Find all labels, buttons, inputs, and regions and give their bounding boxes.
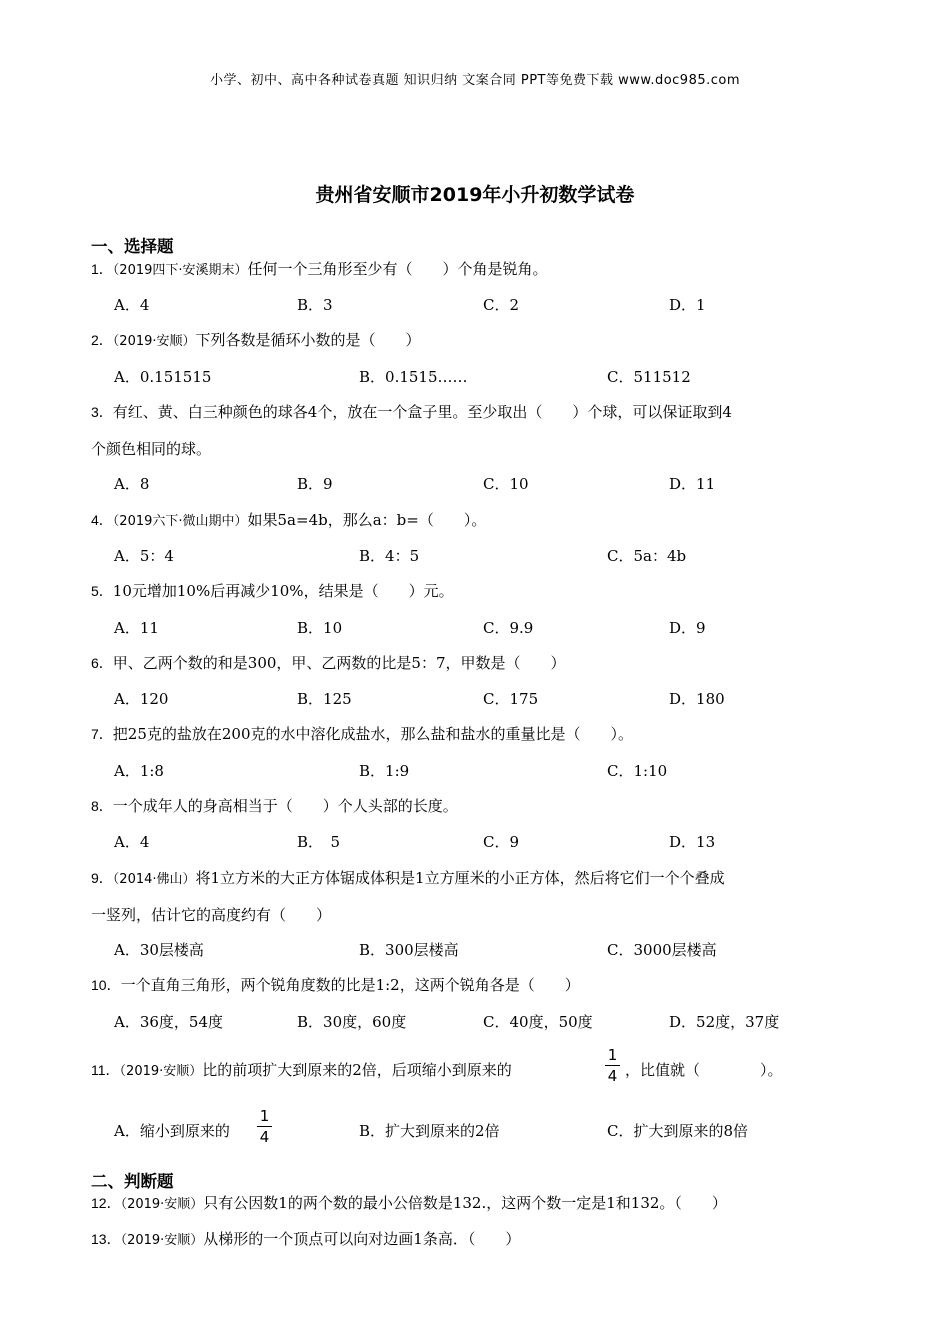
option-b: B．9 bbox=[297, 475, 333, 493]
fraction-denominator: 4 bbox=[259, 1128, 270, 1146]
option-c: C．2 bbox=[483, 296, 520, 314]
option-d: D．52度，37度 bbox=[669, 1013, 780, 1031]
option-b: B．30度，60度 bbox=[297, 1013, 407, 1031]
question-1 bbox=[91, 258, 548, 279]
question-number: 10． bbox=[91, 977, 121, 993]
option-a: A．8 bbox=[114, 475, 150, 493]
section-choice-heading: 一、选择题 bbox=[91, 237, 174, 256]
option-d: D．180 bbox=[669, 690, 725, 708]
question-5 bbox=[91, 580, 454, 601]
option-a: A．1:8 bbox=[114, 762, 164, 780]
option-c: C．扩大到原来的8倍 bbox=[607, 1122, 749, 1140]
question-13 bbox=[91, 1228, 520, 1249]
option-b: B．3 bbox=[297, 296, 333, 314]
option-a: A．11 bbox=[114, 619, 159, 637]
option-a: A．4 bbox=[114, 833, 150, 851]
question-number: 8． bbox=[91, 798, 113, 814]
option-a: A．4 bbox=[114, 296, 150, 314]
option-d: D．1 bbox=[669, 296, 706, 314]
option-a: A．120 bbox=[114, 690, 169, 708]
question-number: 11． bbox=[91, 1062, 120, 1078]
question-source: （2019四下·安溪期末） bbox=[112, 263, 248, 278]
question-text: 有红、黄、白三种颜色的球各4个，放在一个盒子里。至少取出（ ）个球，可以保证取到4 bbox=[112, 403, 732, 421]
fraction-denominator: 4 bbox=[607, 1067, 618, 1085]
option-b: B．0.1515…… bbox=[359, 368, 468, 386]
option-b: B．125 bbox=[297, 690, 352, 708]
question-9-continued: 一竖列，估计它的高度约有（ ） bbox=[91, 906, 332, 924]
option-d: D．11 bbox=[669, 475, 716, 493]
question-source: （2019·安顺） bbox=[112, 334, 196, 349]
question-8 bbox=[91, 795, 458, 816]
option-d: D．13 bbox=[669, 833, 716, 851]
question-2 bbox=[91, 329, 421, 350]
question-text: 只有公因数1的两个数的最小公倍数是132.，这两个数一定是1和132。（ ） bbox=[203, 1194, 727, 1212]
question-text: 任何一个三角形至少有（ ）个角是锐角。 bbox=[247, 260, 548, 278]
question-source: （2019·安顺） bbox=[119, 1064, 203, 1079]
fraction-bar bbox=[257, 1126, 272, 1127]
section-judgement-heading: 二、判断题 bbox=[91, 1172, 174, 1191]
option-a: A．5：4 bbox=[114, 547, 174, 565]
option-b: B． 5 bbox=[297, 833, 341, 851]
option-c: C．10 bbox=[483, 475, 529, 493]
question-number: 12． bbox=[91, 1195, 121, 1211]
question-text: 如果5a=4b，那么a：b=（ ）。 bbox=[247, 511, 487, 529]
option-c: C．511512 bbox=[607, 368, 691, 386]
question-number: 5． bbox=[91, 583, 113, 599]
question-text: 从梯形的一个顶点可以向对边画1条高．（ ） bbox=[203, 1230, 521, 1248]
question-text: 10元增加10%后再减少10%，结果是（ ）元。 bbox=[112, 582, 454, 600]
option-a: A．0.151515 bbox=[114, 368, 212, 386]
question-10 bbox=[91, 974, 580, 995]
option-b: B．扩大到原来的2倍 bbox=[359, 1122, 500, 1140]
question-number: 4． bbox=[91, 512, 113, 528]
option-c: C．1:10 bbox=[607, 762, 668, 780]
question-number: 9． bbox=[91, 870, 113, 886]
option-b: B．4：5 bbox=[359, 547, 420, 565]
option-b: B．1:9 bbox=[359, 762, 410, 780]
question-number: 3． bbox=[91, 404, 113, 420]
question-12 bbox=[91, 1192, 727, 1213]
option-a: A．36度，54度 bbox=[114, 1013, 224, 1031]
fraction-numerator: 1 bbox=[607, 1046, 618, 1064]
question-source: （2019·安顺） bbox=[120, 1233, 204, 1248]
question-text: 下列各数是循环小数的是（ ） bbox=[195, 331, 421, 349]
option-a: A．30层楼高 bbox=[114, 941, 204, 959]
question-3-continued: 个颜色相同的球。 bbox=[91, 440, 212, 458]
question-4 bbox=[91, 509, 486, 530]
option-a-fraction bbox=[257, 1107, 272, 1146]
option-c: C．40度，50度 bbox=[483, 1013, 593, 1031]
page-header: 小学、初中、高中各种试卷真题 知识归纳 文案合同 PPT等免费下载 www.doc985.com bbox=[209, 73, 741, 88]
fraction-bar bbox=[605, 1065, 620, 1066]
question-number: 1． bbox=[91, 261, 113, 277]
question-11-tail: ，比值就（ ）。 bbox=[625, 1061, 783, 1079]
question-text: 一个直角三角形，两个锐角度数的比是1:2，这两个锐角各是（ ） bbox=[120, 976, 580, 994]
question-text: 一个成年人的身高相当于（ ）个人头部的长度。 bbox=[112, 797, 458, 815]
question-number: 6． bbox=[91, 655, 113, 671]
question-number: 13． bbox=[91, 1231, 121, 1247]
option-c: C．3000层楼高 bbox=[607, 941, 717, 959]
question-7 bbox=[91, 723, 633, 744]
fraction-one-quarter bbox=[605, 1046, 620, 1085]
question-number: 2． bbox=[91, 332, 113, 348]
question-6 bbox=[91, 652, 566, 673]
question-source: （2019六下·微山期中） bbox=[112, 514, 248, 529]
question-text: 把25克的盐放在200克的水中溶化成盐水，那么盐和盐水的重量比是（ ）。 bbox=[112, 725, 634, 743]
option-c: C．175 bbox=[483, 690, 539, 708]
fraction-numerator: 1 bbox=[259, 1107, 270, 1125]
question-number: 7． bbox=[91, 726, 113, 742]
question-source: （2019·安顺） bbox=[120, 1197, 204, 1212]
question-11 bbox=[91, 1059, 512, 1080]
option-c: C．5a：4b bbox=[607, 547, 687, 565]
question-text: 甲、乙两个数的和是300，甲、乙两数的比是5：7，甲数是（ ） bbox=[112, 654, 566, 672]
option-a: A．缩小到原来的 bbox=[114, 1122, 230, 1140]
question-text: 比的前项扩大到原来的2倍，后项缩小到原来的 bbox=[202, 1061, 512, 1079]
page-title: 贵州省安顺市2019年小升初数学试卷 bbox=[315, 184, 635, 206]
option-c: C．9.9 bbox=[483, 619, 534, 637]
option-d: D．9 bbox=[669, 619, 706, 637]
question-9 bbox=[91, 867, 725, 888]
option-b: B．10 bbox=[297, 619, 343, 637]
option-c: C．9 bbox=[483, 833, 520, 851]
option-b: B．300层楼高 bbox=[359, 941, 459, 959]
question-source: （2014·佛山） bbox=[112, 872, 196, 887]
question-text: 将1立方米的大正方体锯成体积是1立方厘米的小正方体，然后将它们一个个叠成 bbox=[195, 869, 725, 887]
question-3 bbox=[91, 401, 732, 422]
